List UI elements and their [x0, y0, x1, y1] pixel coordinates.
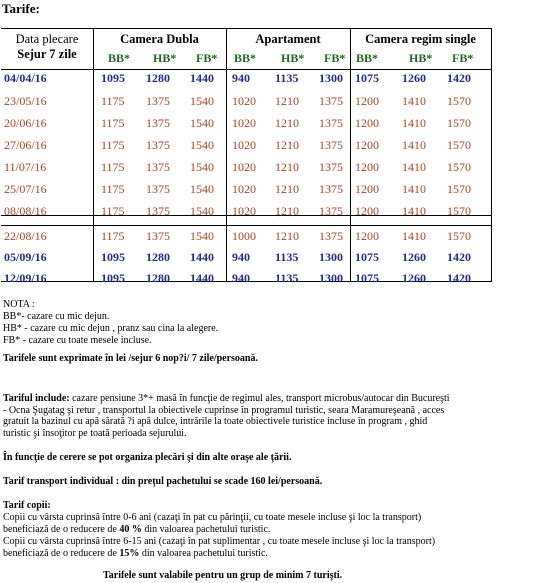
price-cell: 1175: [101, 204, 125, 218]
price-cell: 1440: [190, 71, 214, 85]
price-cell: 1175: [101, 138, 125, 152]
page-title: Tarife:: [2, 1, 40, 16]
subheader-bb: BB*: [356, 51, 379, 65]
price-cell: 1440: [190, 250, 214, 264]
note-copii-1: Copii cu vârsta cuprinsă între 0-6 ani (cazaţi în pat cu părinţii, cu toate mesele incluse şi loc la transport): [3, 512, 422, 523]
price-cell: 1375: [146, 182, 170, 196]
date-header-line2: Sejur 7 zile: [17, 47, 77, 61]
date-header-line1: Data plecare: [15, 32, 79, 46]
price-cell: 1200: [355, 116, 379, 130]
price-cell: 1300: [319, 271, 343, 285]
note-heading: NOTA :: [3, 299, 35, 310]
include-label: Tariful include:: [3, 393, 70, 404]
group-header-apartament: Apartament: [255, 32, 321, 46]
row-date: 22/08/16: [4, 229, 47, 243]
copii-4-percent: 15%: [119, 548, 140, 559]
note-grup: Tarifele sunt valabile pentru un grup de minim 7 turişti.: [103, 570, 343, 581]
price-cell: 1300: [319, 71, 343, 85]
price-cell: 1540: [190, 182, 214, 196]
subheader-fb: FB*: [196, 51, 218, 65]
price-cell: 1375: [319, 116, 343, 130]
price-cell: 1375: [146, 94, 170, 108]
note-copii-label: Tarif copii:: [3, 500, 51, 511]
price-cell: 1375: [146, 160, 170, 174]
price-cell: 1420: [447, 271, 471, 285]
price-cell: 1210: [275, 116, 299, 130]
subheader-bb: BB*: [234, 51, 257, 65]
price-cell: 1570: [447, 138, 471, 152]
price-cell: 940: [232, 71, 250, 85]
note-bb: BB*- cazare cu mic dejun.: [3, 311, 110, 322]
price-cell: 1135: [275, 250, 299, 264]
include-text: cazare pensiune 3*+ masă în funcţie de regimul ales, transport microbus/autocar din Bucureşti: [69, 393, 450, 404]
price-cell: 1375: [319, 204, 343, 218]
copii-2-text: beneficiază de o reducere de: [3, 524, 120, 535]
price-cell: 1175: [101, 94, 125, 108]
price-cell: 1570: [447, 116, 471, 130]
group-header-dubla: Camera Dubla: [120, 32, 199, 46]
price-cell: 1440: [190, 271, 214, 285]
note-include-line4: turistic şi însoţitor pe toată perioada sejurului.: [3, 428, 187, 439]
price-cell: 1020: [232, 94, 256, 108]
price-cell: 1280: [146, 271, 170, 285]
row-date: 11/07/16: [4, 160, 47, 174]
price-cell: 1095: [101, 271, 125, 285]
price-cell: 1540: [190, 204, 214, 218]
price-cell: 1570: [447, 204, 471, 218]
price-cell: 1375: [319, 160, 343, 174]
price-cell: 1570: [447, 94, 471, 108]
price-cell: 1200: [355, 138, 379, 152]
price-cell: 1200: [355, 229, 379, 243]
price-cell: 1175: [101, 182, 125, 196]
price-cell: 1075: [355, 271, 379, 285]
price-cell: 1410: [402, 138, 426, 152]
price-cell: 1540: [190, 94, 214, 108]
price-cell: 1410: [402, 94, 426, 108]
price-cell: 1375: [146, 138, 170, 152]
price-cell: 1200: [355, 160, 379, 174]
copii-4-text: beneficiază de o reducere de: [3, 548, 120, 559]
price-cell: 1200: [355, 204, 379, 218]
price-cell: 1260: [402, 71, 426, 85]
price-cell: 1375: [146, 204, 170, 218]
note-tarife: Tarifele sunt exprimate în lei /sejur 6 nop?i/ 7 zile/persoană.: [3, 353, 258, 364]
price-cell: 1095: [101, 250, 125, 264]
note-fb: FB* - cazare cu toate mesele incluse.: [3, 335, 152, 346]
price-cell: 1410: [402, 204, 426, 218]
subheader-fb: FB*: [324, 51, 346, 65]
price-cell: 940: [232, 250, 250, 264]
price-cell: 1420: [447, 250, 471, 264]
price-cell: 1095: [101, 71, 125, 85]
price-cell: 1280: [146, 250, 170, 264]
copii-2-percent: 40 %: [119, 524, 142, 535]
price-cell: 1570: [447, 182, 471, 196]
subheader-hb: HB*: [153, 51, 177, 65]
price-cell: 1210: [275, 138, 299, 152]
price-cell: 1200: [355, 94, 379, 108]
price-cell: 1210: [275, 204, 299, 218]
copii-4-tail: din valoarea pachetului turistic.: [139, 548, 268, 559]
row-date: 27/06/16: [4, 138, 47, 152]
row-date: 05/09/16: [4, 250, 47, 264]
price-cell: 1000: [232, 229, 256, 243]
row-date: 25/07/16: [4, 182, 47, 196]
price-cell: 1410: [402, 229, 426, 243]
note-hb: HB* - cazare cu mic dejun , pranz sau cina la alegere.: [3, 323, 219, 334]
group-header-single: Camera regim single: [365, 32, 476, 46]
price-cell: 1375: [319, 229, 343, 243]
row-date: 04/04/16: [4, 71, 47, 85]
price-cell: 1210: [275, 160, 299, 174]
price-cell: 1020: [232, 116, 256, 130]
note-copii-2: [3, 524, 270, 536]
price-cell: 1420: [447, 71, 471, 85]
price-cell: 1375: [319, 138, 343, 152]
note-include-line3: gratuit la bazinul cu apă sărată ?i apă dulce, intrările la toate obiectivele turistice incluse în program , ghid: [3, 416, 428, 427]
price-cell: 1540: [190, 138, 214, 152]
note-copii-3: Copii cu vârsta cuprinsă între 6-15 ani (cazaţi în pat suplimentar , cu toate mesele incluse şi loc la transport): [3, 536, 436, 547]
price-cell: 1540: [190, 229, 214, 243]
price-cell: 1175: [101, 229, 125, 243]
subheader-fb: FB*: [452, 51, 474, 65]
row-date: 12/09/16: [4, 271, 47, 285]
price-cell: 1260: [402, 250, 426, 264]
price-cell: 1135: [275, 71, 299, 85]
subheader-hb: HB*: [409, 51, 433, 65]
price-cell: 1075: [355, 250, 379, 264]
price-cell: 1210: [275, 94, 299, 108]
price-cell: 1020: [232, 160, 256, 174]
note-include-line2: - Ocna Şugatag şi retur , transportul la obiectivele cuprinse în programul turistic, seara Maramureşeană , acces: [3, 405, 445, 416]
price-cell: 1375: [319, 182, 343, 196]
row-date: 23/05/16: [4, 94, 47, 108]
price-cell: 1570: [447, 229, 471, 243]
note-transport: Tarif transport individual : din preţul pachetului se scade 160 lei/persoană.: [3, 476, 323, 487]
price-cell: 1375: [319, 94, 343, 108]
price-cell: 1410: [402, 182, 426, 196]
price-cell: 1540: [190, 116, 214, 130]
row-date: 08/08/16: [4, 204, 47, 218]
price-cell: 1570: [447, 160, 471, 174]
note-plecari: În funcţie de cerere se pot organiza plecări şi din alte oraşe ale ţării.: [3, 452, 292, 463]
price-cell: 1135: [275, 271, 299, 285]
price-cell: 1260: [402, 271, 426, 285]
copii-2-tail: din valoarea pachetului turistic.: [141, 524, 271, 535]
subheader-bb: BB*: [108, 51, 131, 65]
price-cell: 1280: [146, 71, 170, 85]
price-cell: 1410: [402, 160, 426, 174]
price-cell: 940: [232, 271, 250, 285]
price-cell: 1540: [190, 160, 214, 174]
price-cell: 1020: [232, 138, 256, 152]
price-cell: 1210: [275, 229, 299, 243]
price-cell: 1210: [275, 182, 299, 196]
price-cell: 1410: [402, 116, 426, 130]
price-cell: 1375: [146, 116, 170, 130]
price-cell: 1175: [101, 116, 125, 130]
price-cell: 1300: [319, 250, 343, 264]
price-cell: 1200: [355, 182, 379, 196]
price-cell: 1375: [146, 229, 170, 243]
price-cell: 1075: [355, 71, 379, 85]
row-date: 20/06/16: [4, 116, 47, 130]
price-cell: 1020: [232, 204, 256, 218]
price-cell: 1020: [232, 182, 256, 196]
note-copii-4: [3, 548, 268, 560]
price-cell: 1175: [101, 160, 125, 174]
note-include-line1: [3, 393, 450, 405]
subheader-hb: HB*: [281, 51, 305, 65]
